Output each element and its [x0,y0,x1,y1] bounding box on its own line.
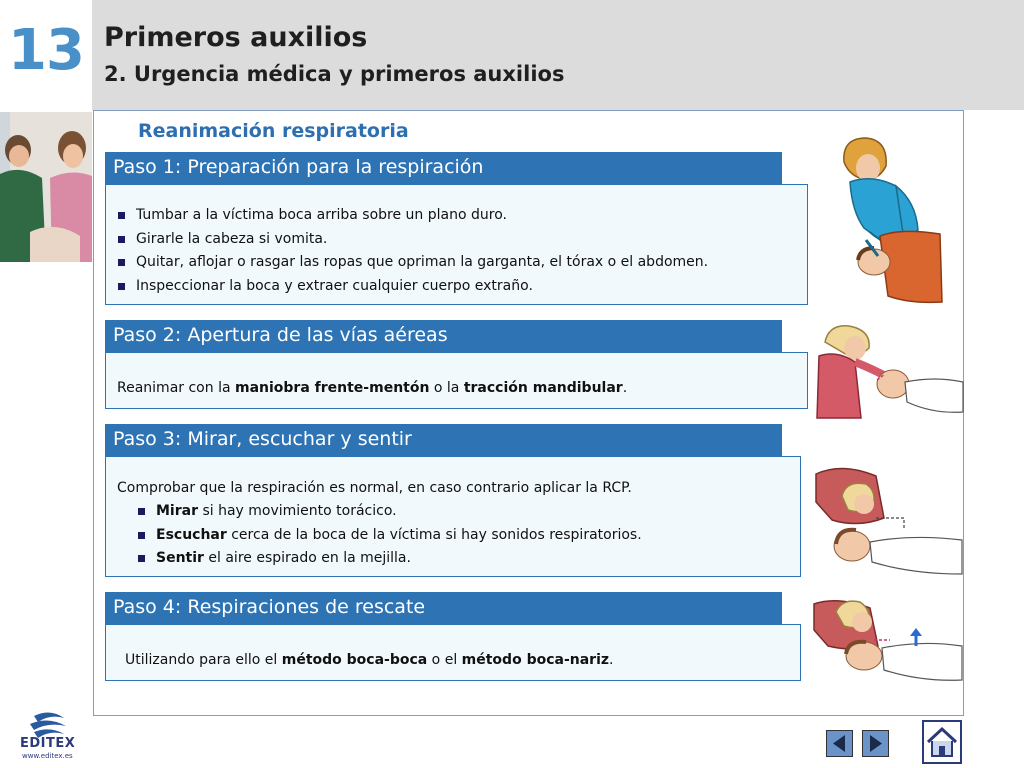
editex-url: www.editex.es [22,752,73,760]
bullet-text: el aire espirado en la mejilla. [203,550,411,566]
chapter-badge [0,0,92,110]
list-item [106,524,800,548]
step-1-header: Paso 1: Preparación para la respiración [105,152,782,184]
step-2-text [117,377,807,400]
text-segment: o el [427,652,462,668]
bullet-square-icon [138,532,145,539]
text-segment: Reanimar con la [117,380,235,396]
bullet-square-icon [118,259,125,266]
header-photo [0,112,92,262]
step-3-intro: Comprobar que la respiración es normal, en caso contrario aplicar la RCP. [117,480,632,496]
step-1-box [105,184,808,305]
text-segment: Utilizando para ello el [125,652,282,668]
list-item [106,547,800,571]
editex-logo-text: EDITEX [20,736,76,751]
look-listen-feel-illustration [812,462,964,577]
step-4-header: Paso 4: Respiraciones de rescate [105,592,782,624]
list-item [106,275,807,299]
bold-term: Mirar [156,503,198,519]
bullet-square-icon [138,508,145,515]
bullet-square-icon [118,283,125,290]
header-band [92,0,1024,110]
list-item [106,500,800,524]
bold-term: Sentir [156,550,204,566]
text-segment: . [609,652,614,668]
bullet-text: Inspeccionar la boca y extraer cualquier cuerpo extraño. [136,277,533,294]
rescuer-preparation-illustration [830,132,945,307]
text-segment: o la [429,380,464,396]
step-1-bullets [106,204,807,298]
bullet-text: si hay movimiento torácico. [198,503,397,519]
list-item [106,204,807,228]
bold-term: Escuchar [156,526,227,543]
page-subtitle: 2. Urgencia médica y primeros auxilios [104,62,565,86]
bold-term: maniobra frente-mentón [234,380,430,396]
page-title: Primeros auxilios [104,22,368,53]
arrow-right-icon [863,731,888,756]
chapter-number: 13 [8,18,84,83]
section-title: Reanimación respiratoria [138,120,409,142]
list-item [106,251,807,275]
bullet-text: Girarle la cabeza si vomita. [136,230,328,247]
step-4-box [105,624,801,681]
bold-term: método boca-nariz [461,652,610,668]
bold-term: tracción mandibular [463,380,623,396]
bullet-text: Quitar, aflojar o rasgar las ropas que opriman la garganta, el tórax o el abdomen. [136,254,709,270]
head-tilt-illustration [815,322,965,422]
bullet-text: cerca de la boca de la víctima si hay sonidos respiratorios. [226,526,642,543]
bullet-square-icon [118,236,125,243]
bullet-square-icon [118,212,125,219]
step-2-header: Paso 2: Apertura de las vías aéreas [105,320,782,352]
bold-term: método boca-boca [281,652,428,668]
bullet-square-icon [138,555,145,562]
list-item [106,228,807,252]
home-icon [924,722,960,762]
prev-slide-button[interactable] [826,730,853,757]
text-segment: . [622,380,628,396]
step-3-header: Paso 3: Mirar, escuchar y sentir [105,424,782,456]
step-3-bullets [106,500,800,571]
arrow-left-icon [827,731,852,756]
step-4-text [125,649,800,672]
step-2-box [105,352,808,409]
home-button[interactable] [922,720,962,764]
rescue-breath-illustration [812,594,964,684]
bullet-text: Tumbar a la víctima boca arriba sobre un plano duro. [136,207,507,223]
next-slide-button[interactable] [862,730,889,757]
step-3-box [105,456,801,577]
